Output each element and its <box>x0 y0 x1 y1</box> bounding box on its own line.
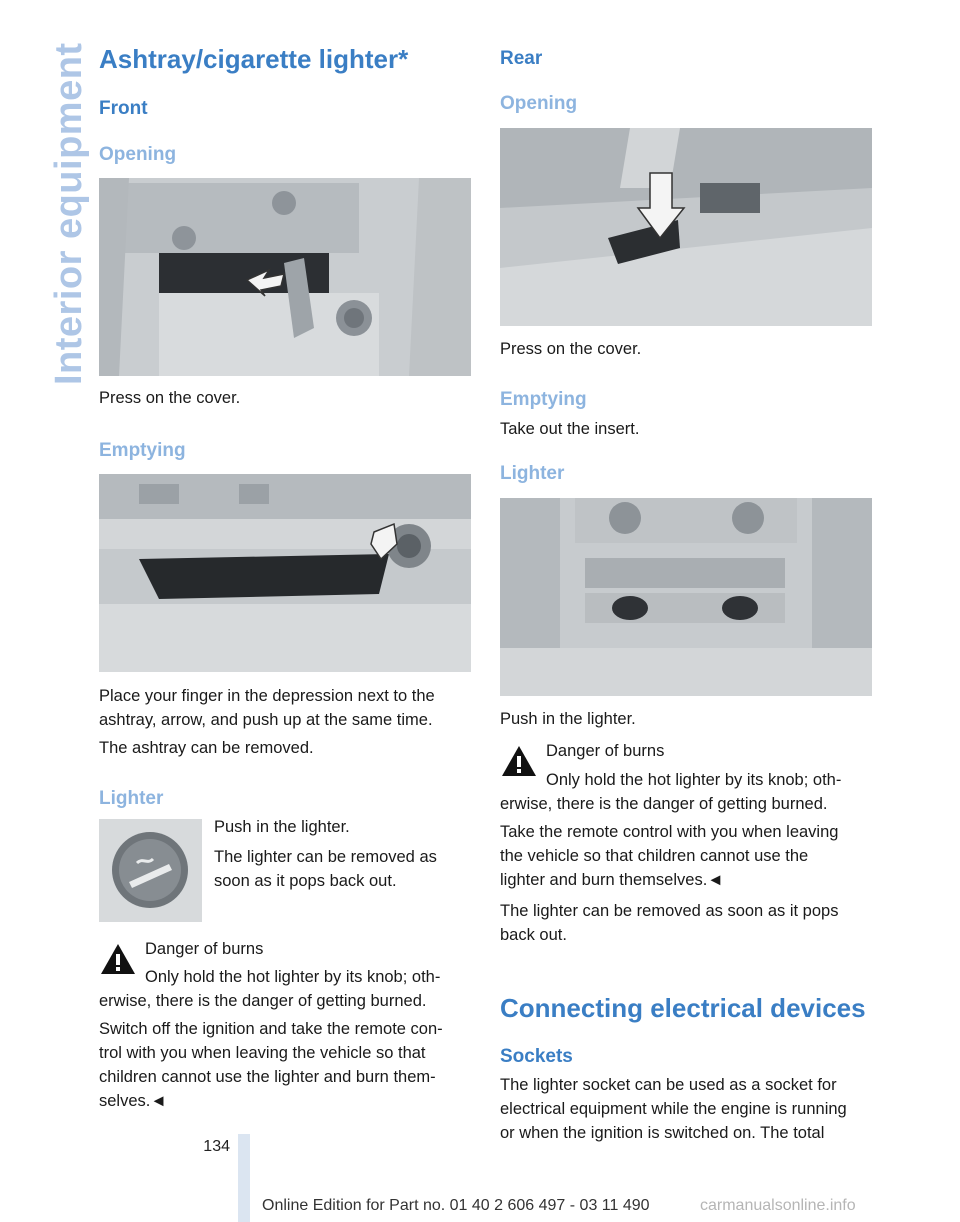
rear-warning-line-4: the vehicle so that children cannot use the <box>500 847 809 865</box>
side-section-title <box>0 0 90 400</box>
page-heading: Ashtray/cigarette lighter* <box>99 44 409 74</box>
front-opening-heading: Opening <box>99 144 177 165</box>
front-emptying-text-1: Place your finger in the depression next to the <box>99 687 435 705</box>
side-title-text: Interior equipment <box>48 42 90 385</box>
rear-warning-title: Danger of burns <box>546 742 665 760</box>
sockets-line-1: The lighter socket can be used as a socket for <box>500 1076 837 1094</box>
rear-opening-text: Press on the cover. <box>500 340 642 358</box>
front-warning-line-2: erwise, there is the danger of getting burned. <box>99 992 427 1010</box>
footer-edition-text: Online Edition for Part no. 01 40 2 606 497 - 03 11 490 <box>262 1197 650 1214</box>
rear-lighter-heading: Lighter <box>500 463 565 484</box>
rear-lighter-figure <box>500 498 872 696</box>
rear-console-illustration <box>500 498 872 696</box>
front-lighter-text-2a: The lighter can be removed as <box>214 848 437 866</box>
front-emptying-text-3: The ashtray can be removed. <box>99 739 314 757</box>
front-warning-line-3: Switch off the ignition and take the remote con- <box>99 1020 443 1038</box>
front-ashtray-illustration <box>99 474 471 672</box>
front-emptying-heading: Emptying <box>99 440 186 461</box>
rear-warning-line-2: erwise, there is the danger of getting burned. <box>500 795 828 813</box>
rear-pops-line-1: The lighter can be removed as soon as it pops <box>500 902 839 920</box>
rear-emptying-text: Take out the insert. <box>500 420 640 438</box>
front-heading: Front <box>99 98 148 119</box>
rear-warning-line-3: Take the remote control with you when leaving <box>500 823 839 841</box>
front-warning-line-6: selves.◄ <box>99 1092 167 1110</box>
warning-triangle-icon <box>99 942 137 981</box>
rear-warning-line-1: Only hold the hot lighter by its knob; oth- <box>546 771 842 789</box>
front-opening-text: Press on the cover. <box>99 389 241 407</box>
sockets-heading: Sockets <box>500 1046 573 1067</box>
front-emptying-figure <box>99 474 471 672</box>
front-lighter-text-1: Push in the lighter. <box>214 818 350 836</box>
page-number: 134 <box>203 1138 230 1155</box>
rear-opening-figure <box>500 128 872 326</box>
watermark: carmanualsonline.info <box>700 1197 856 1214</box>
connecting-devices-heading: Connecting electrical devices <box>500 993 866 1023</box>
footer-divider <box>238 1134 250 1222</box>
lighter-knob-figure <box>99 819 202 922</box>
front-warning-line-1: Only hold the hot lighter by its knob; oth- <box>145 968 441 986</box>
front-warning-title: Danger of burns <box>145 940 264 958</box>
rear-pops-line-2: back out. <box>500 926 567 944</box>
rear-opening-heading: Opening <box>500 93 578 114</box>
front-lighter-heading: Lighter <box>99 788 164 809</box>
rear-lighter-text: Push in the lighter. <box>500 710 636 728</box>
sockets-line-2: electrical equipment while the engine is running <box>500 1100 847 1118</box>
warning-triangle-icon <box>500 744 538 783</box>
rear-emptying-heading: Emptying <box>500 389 587 410</box>
rear-door-ashtray-illustration <box>500 128 872 326</box>
rear-warning-line-5: lighter and burn themselves.◄ <box>500 871 724 889</box>
front-warning-line-5: children cannot use the lighter and burn them- <box>99 1068 436 1086</box>
front-lighter-text-2b: soon as it pops back out. <box>214 872 397 890</box>
rear-heading: Rear <box>500 48 543 69</box>
sockets-line-3: or when the ignition is switched on. The total <box>500 1124 825 1142</box>
front-opening-figure <box>99 178 471 376</box>
front-console-illustration <box>99 178 471 376</box>
lighter-knob-icon <box>99 819 202 922</box>
front-warning-line-4: trol with you when leaving the vehicle so that <box>99 1044 426 1062</box>
front-emptying-text-2: ashtray, arrow, and push up at the same time. <box>99 711 433 729</box>
